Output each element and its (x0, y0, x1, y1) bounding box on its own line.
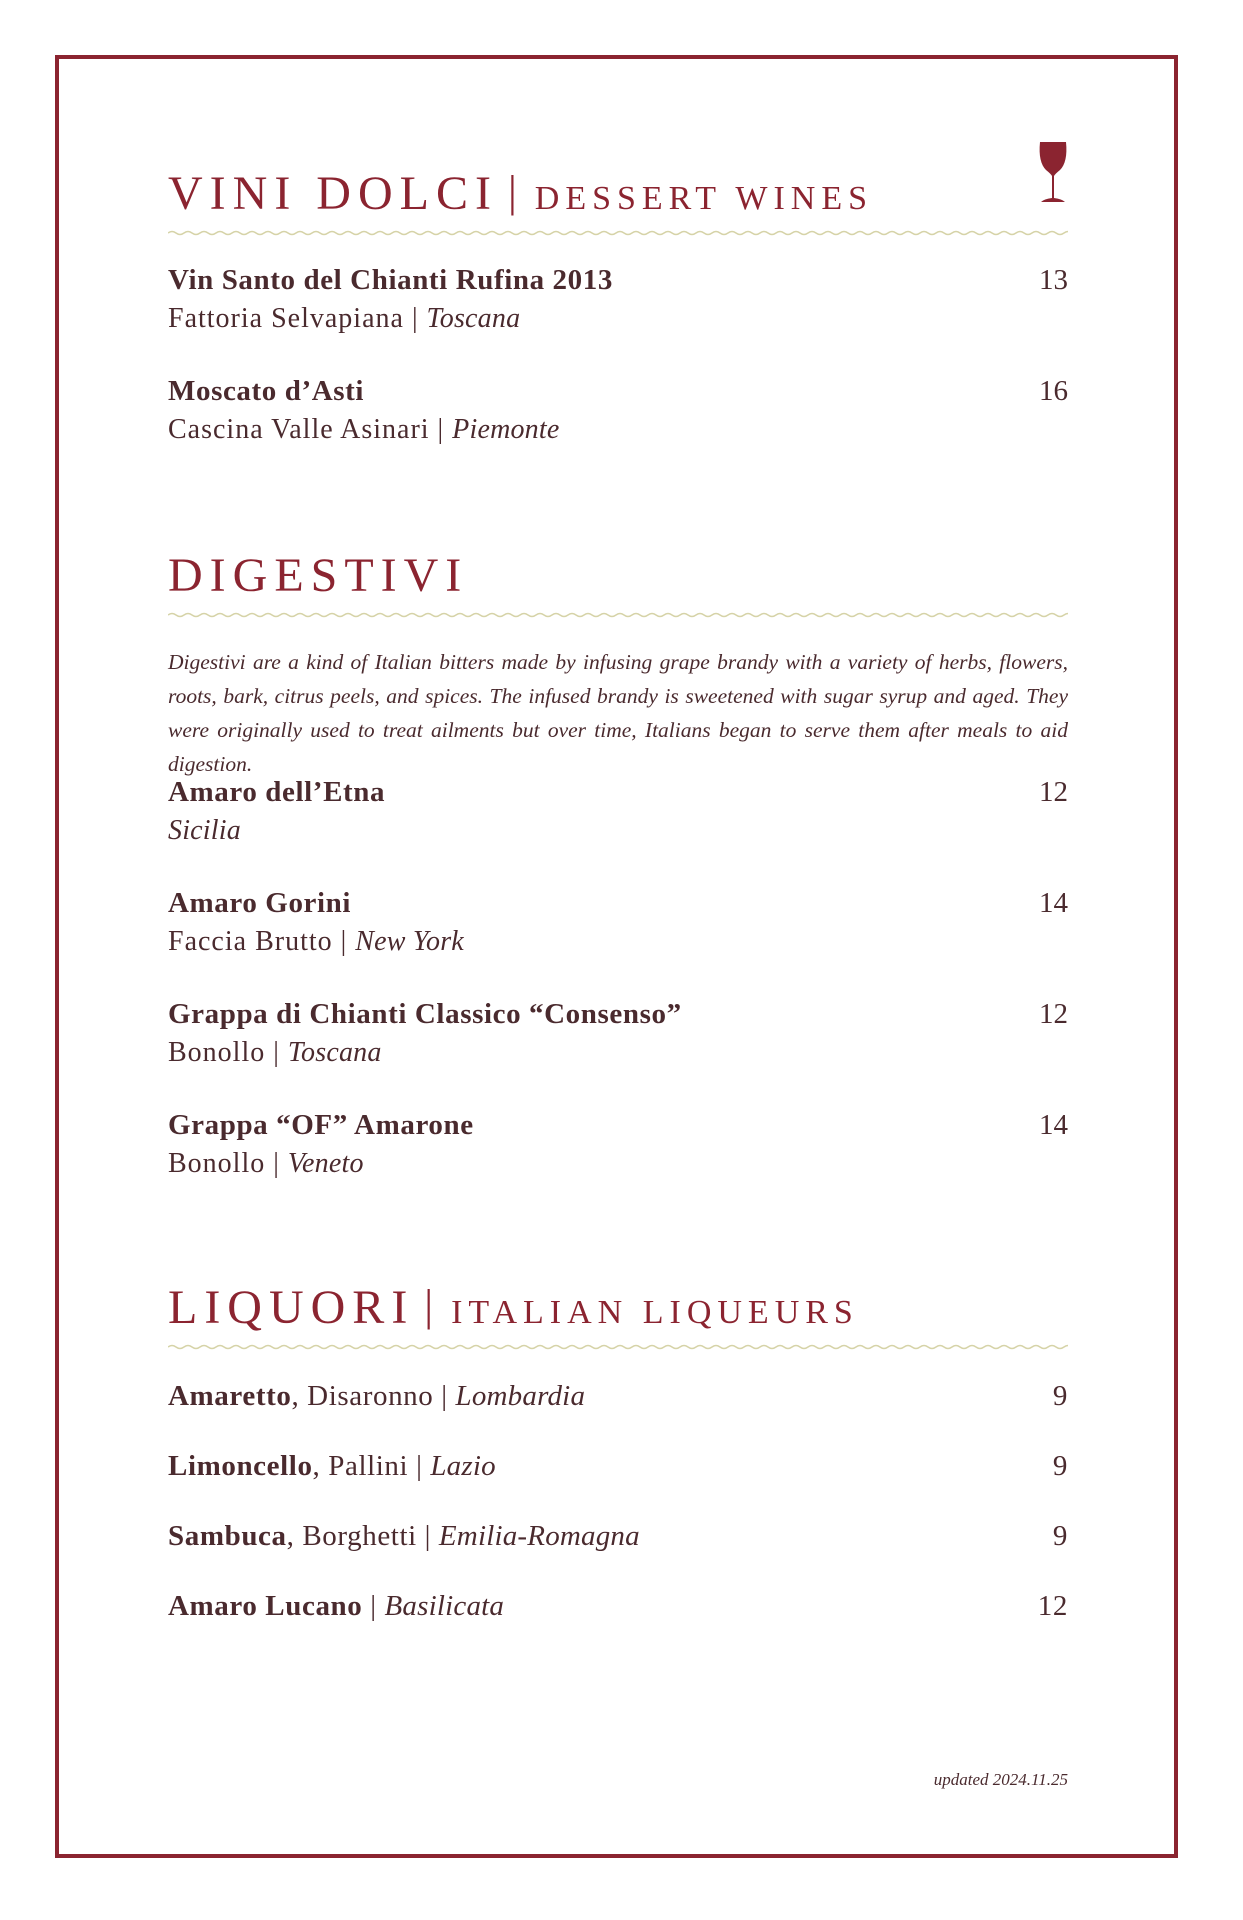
wavy-divider (168, 1343, 1068, 1351)
item-region: Basilicata (384, 1590, 505, 1622)
item-price: 13 (1039, 264, 1068, 296)
item-region: Piemonte (452, 414, 560, 445)
item-origin (168, 926, 1068, 958)
item-comma: , (286, 1520, 295, 1552)
item-name: Amaretto (168, 1380, 292, 1412)
liqueur-row (168, 1590, 1068, 1623)
item-price: 14 (1039, 887, 1068, 919)
item-price: 16 (1039, 375, 1068, 407)
menu-content (168, 0, 1068, 1920)
item-price: 9 (1052, 1520, 1068, 1552)
item-origin (168, 414, 1068, 446)
item-region: Veneto (287, 1148, 364, 1179)
item-producer: Bonollo (168, 1037, 266, 1068)
item-name: Limoncello (168, 1450, 313, 1482)
digestivi-description: Digestivi are a kind of Italian bitters made by infusing grape brandy with a variety of herbs, flowers, roots, bark, citrus peels, and spices. The infused brandy is sweetened with sugar syrup and aged. They were originally used to treat ailments but over time, Italians began to serve them after meals to aid digestion. (168, 650, 1068, 776)
liqueur-row (168, 1450, 1068, 1483)
item-separator: | (340, 926, 348, 957)
section-subtitle: ITALIAN LIQUEURS (451, 1294, 859, 1331)
item-name: Sambuca (168, 1520, 287, 1552)
item-separator: | (416, 1450, 423, 1482)
item-name: Grappa “OF” Amarone (168, 1109, 474, 1141)
item-region: Sicilia (168, 815, 241, 846)
item-separator: | (411, 303, 419, 334)
item-producer: Cascina Valle Asinari (168, 414, 430, 445)
liqueur-row (168, 1520, 1068, 1553)
item-region: Toscana (287, 1037, 382, 1068)
section-heading-dolci (168, 166, 1068, 221)
section-title: LIQUORI (168, 1281, 415, 1334)
section-title: VINI DOLCI (168, 167, 498, 220)
item-region: Emilia-Romagna (438, 1520, 640, 1552)
item-producer: Faccia Brutto (168, 926, 333, 957)
item-price: 12 (1039, 776, 1068, 808)
item-name: Amaro Gorini (168, 887, 352, 919)
wavy-divider (168, 611, 1068, 619)
item-price: 12 (1037, 1590, 1068, 1622)
item-producer: Fattoria Selvapiana (168, 303, 404, 334)
item-region: Lombardia (455, 1380, 586, 1412)
item-producer: Pallini (328, 1450, 409, 1482)
item-producer: Disaronno (307, 1380, 434, 1412)
item-name: Amaro Lucano (168, 1590, 363, 1622)
item-producer: Borghetti (302, 1520, 417, 1552)
section-subtitle: DESSERT WINES (534, 180, 873, 217)
item-region: New York (355, 926, 464, 957)
menu-item (168, 1109, 1068, 1180)
item-separator: | (441, 1380, 448, 1412)
item-name: Vin Santo del Chianti Rufina 2013 (168, 264, 613, 296)
wavy-divider (168, 229, 1068, 237)
heading-separator: | (507, 167, 517, 216)
item-separator: | (424, 1520, 432, 1552)
item-region: Toscana (426, 303, 521, 334)
item-comma: , (312, 1450, 321, 1482)
menu-item (168, 998, 1068, 1069)
item-price: 9 (1052, 1450, 1068, 1482)
section-heading-digestivi (168, 548, 1068, 603)
section-heading-liquori (168, 1280, 1068, 1335)
item-origin (168, 815, 1068, 847)
heading-separator: | (424, 1281, 434, 1330)
menu-item (168, 776, 1068, 847)
item-price: 14 (1039, 1109, 1068, 1141)
item-separator: | (370, 1590, 377, 1622)
item-separator: | (273, 1148, 280, 1179)
item-price: 12 (1039, 998, 1068, 1030)
item-origin (168, 1037, 1068, 1069)
item-name: Amaro dell’Etna (168, 776, 386, 808)
item-region: Lazio (430, 1450, 496, 1482)
liqueur-row (168, 1380, 1068, 1413)
item-price: 9 (1052, 1380, 1068, 1412)
item-comma: , (291, 1380, 300, 1412)
item-name: Grappa di Chianti Classico “Consenso” (168, 998, 682, 1030)
item-origin (168, 303, 1068, 335)
menu-item (168, 375, 1068, 446)
item-separator: | (273, 1037, 280, 1068)
item-name: Moscato d’Asti (168, 375, 365, 407)
section-title: DIGESTIVI (168, 549, 469, 602)
item-producer: Bonollo (168, 1148, 266, 1179)
menu-item (168, 264, 1068, 335)
menu-item (168, 887, 1068, 958)
item-separator: | (437, 414, 445, 445)
item-origin (168, 1148, 1068, 1180)
updated-date: updated 2024.11.25 (933, 1770, 1068, 1789)
